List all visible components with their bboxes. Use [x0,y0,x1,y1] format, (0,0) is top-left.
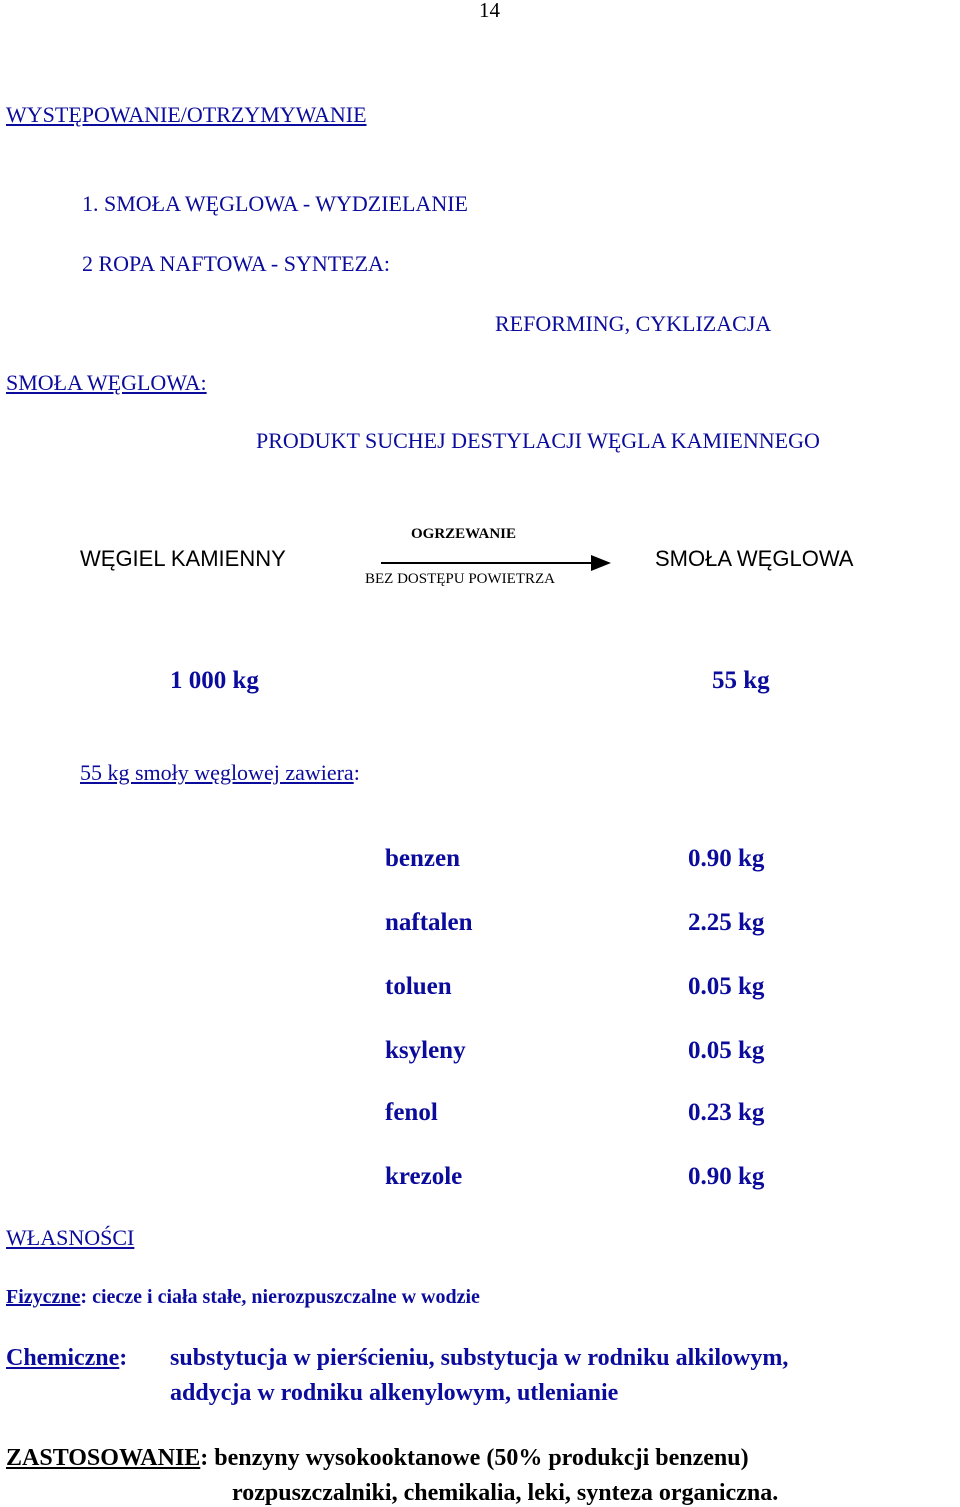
composition-item-name: ksyleny [385,1037,466,1064]
composition-item-name: naftalen [385,909,473,936]
source-item-1: 1. SMOŁA WĘGLOWA - WYDZIELANIE [82,191,468,216]
composition-item-name: benzen [385,845,460,872]
chemical-line-1: substytucja w pierścieniu, substytucja w rodniku alkilowym, [170,1345,789,1371]
reaction-product: SMOŁA WĘGLOWA [655,546,854,571]
application-line-1: : benzyny wysokooktanowe (50% produkcji benzenu) [200,1445,749,1471]
composition-item-name: fenol [385,1099,438,1126]
section-heading: WYSTĘPOWANIE/OTRZYMYWANIE [6,102,367,127]
reaction-condition-top: OGRZEWANIE [411,526,517,542]
composition-item-mass: 0.05 kg [688,973,765,1000]
chemical-label-wrap [6,1346,170,1370]
composition-intro-colon: : [353,760,360,785]
composition-item-name: krezole [385,1163,463,1190]
chemical-label: Chemiczne [6,1345,120,1371]
reaction-arrow-icon [381,553,611,573]
synthesis-methods: REFORMING, CYKLIZACJA [495,311,772,336]
composition-intro-text: 55 kg smoły węglowej zawiera [80,760,354,785]
reaction-condition-bottom: BEZ DOSTĘPU POWIETRZA [365,571,555,587]
composition-item-name: toluen [385,973,452,1000]
composition-intro [80,762,360,784]
reactant-mass: 1 000 kg [170,667,259,694]
product-mass: 55 kg [712,667,770,694]
coal-tar-definition: PRODUKT SUCHEJ DESTYLACJI WĘGLA KAMIENNEGO [256,428,820,453]
composition-item-mass: 0.90 kg [688,1163,765,1190]
application-line-2: rozpuszczalniki, chemikalia, leki, synteza organiczna. [232,1480,779,1506]
physical-text: : ciecze i ciała stałe, nierozpuszczalne w wodzie [80,1286,480,1308]
composition-item-mass: 2.25 kg [688,909,765,936]
composition-item-mass: 0.23 kg [688,1099,765,1126]
physical-properties [6,1287,480,1307]
composition-item-mass: 0.90 kg [688,845,765,872]
composition-item-mass: 0.05 kg [688,1037,765,1064]
properties-heading: WŁASNOŚCI [6,1225,135,1250]
chemical-colon: : [119,1345,128,1371]
chemical-line-2: addycja w rodniku alkenylowym, utlenianie [170,1380,619,1406]
reaction-reactant: WĘGIEL KAMIENNY [80,546,286,571]
coal-tar-label [6,372,207,394]
chemical-properties [6,1346,788,1370]
application-label: ZASTOSOWANIE [6,1445,201,1471]
coal-tar-label-text: SMOŁA WĘGLOWA: [6,370,207,395]
application-section [6,1446,749,1470]
physical-label: Fizyczne [6,1286,81,1308]
source-item-2: 2 ROPA NAFTOWA - SYNTEZA: [82,251,391,276]
page-number: 14 [479,0,500,22]
